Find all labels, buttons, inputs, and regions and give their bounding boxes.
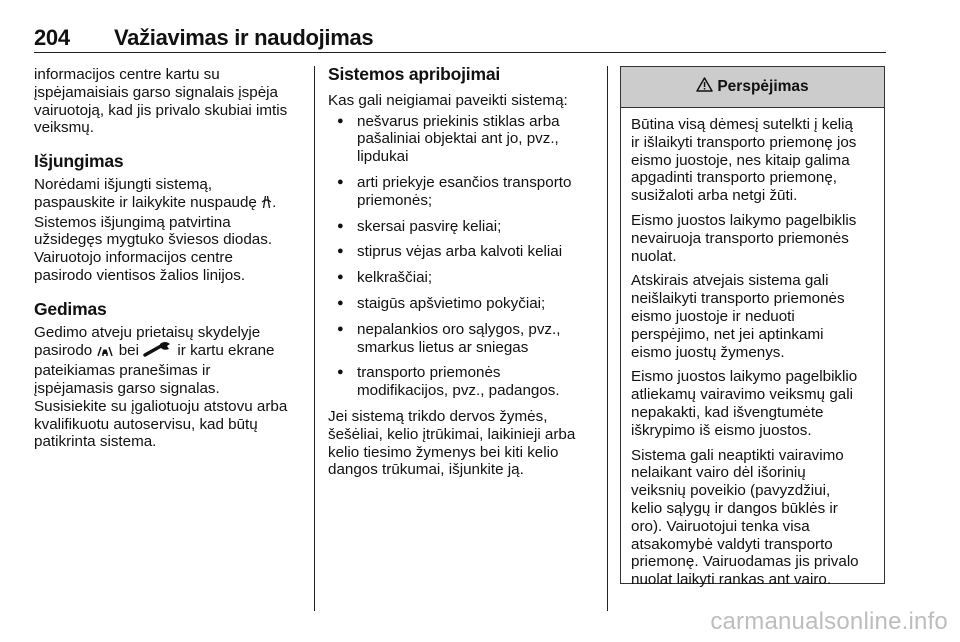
text-line: veiksmų. <box>34 119 94 137</box>
list-item <box>328 113 598 166</box>
text-line: nuolat laikyti rankas ant vairo. <box>631 571 832 589</box>
warning-triangle-icon <box>696 77 717 97</box>
text-line <box>34 194 304 214</box>
text-line: iškrypimo iš eismo juostos. <box>631 421 812 439</box>
column-divider-2 <box>607 66 608 611</box>
text-line: eismo juostų žymenys. <box>631 343 785 361</box>
text-line: nelaikant vairo dėl išorinių <box>631 464 806 482</box>
text-line: priemonę. Vairuodamas jis privalo <box>631 553 859 571</box>
text-line: Atskirais atvejais sistema gali <box>631 272 829 290</box>
warning-paragraph <box>631 212 884 265</box>
warning-title: Perspėjimas <box>717 78 809 95</box>
section-heading-off: Išjungimas <box>34 151 124 172</box>
text-line: vairuotoją, kad jis privalo skubiai imtis <box>34 101 288 119</box>
text-line: Susisiekite su įgaliotuoju atstovu arba <box>34 397 288 415</box>
text-line: ● skersai pasvirę keliai; <box>357 217 502 235</box>
text-line: ● staigūs apšvietimo pokyčiai; <box>357 294 546 312</box>
off-paragraph <box>34 176 304 285</box>
text-line: ● arti priekyje esančios transporto <box>357 173 572 191</box>
text-line: šešėliai, kelio įtrūkimai, laikinieji arba <box>328 425 576 443</box>
text-line: smarkus lietus ar sniegas <box>357 338 529 356</box>
warning-body <box>621 108 884 589</box>
text-line: Būtina visą dėmesį sutelkti į kelią <box>631 116 854 133</box>
warning-box <box>620 66 885 589</box>
text-line: apgadinti transporto priemonę, <box>631 169 838 187</box>
text-line: modifikacijos, pvz., padangos. <box>357 382 560 400</box>
page-number: 204 <box>34 25 70 50</box>
warning-header <box>621 67 884 108</box>
text-line: pateikiamas pranešimas ir <box>34 362 211 380</box>
text-line: užsidegęs mygtuko šviesos diodas. <box>34 231 273 249</box>
text-span: bei <box>114 342 144 360</box>
text-line: informacijos centre kartu su <box>34 66 220 83</box>
text-line: oro). Vairuotojui tenka visa <box>631 517 810 535</box>
text-line: pašaliniai objektai ant jo, pvz., <box>357 130 559 148</box>
text-line: pasirodo vientisos žalios linijos. <box>34 266 246 284</box>
text-line: Eismo juostos laikymo pagelbiklio <box>631 368 858 386</box>
text-line <box>34 341 304 362</box>
section-heading-fault: Gedimas <box>34 298 107 319</box>
text-line: nepakakti, kad išvengtumėte <box>631 403 824 421</box>
text-line: patikrinta sistema. <box>34 433 157 451</box>
text-line: lipdukai <box>357 148 409 166</box>
text-line: įspėjamasis garso signalas. <box>34 379 220 397</box>
text-line: ● transporto priemonės <box>357 364 501 382</box>
text-line: atsakomybė valdyti transporto <box>631 535 833 553</box>
text-line: eismo juostoje, nes kitaip galima <box>631 151 850 169</box>
watermark: carmanualsonline.info <box>710 608 948 635</box>
chapter-title: Važiavimas ir naudojimas <box>114 25 374 50</box>
warning-paragraph <box>631 116 884 205</box>
text-line: kvalifikuotu autoservisu, kad būtų <box>34 415 258 433</box>
text-line: kelio sąlygų ir dangos būklės ir <box>631 499 838 517</box>
text-line: ● kelkraščiai; <box>357 269 433 287</box>
text-line: eismo juostoje ir neduoti <box>631 307 795 325</box>
list-item <box>328 295 598 313</box>
text-line: kelio tiesimo žymenys bei kiti kelio <box>328 443 559 461</box>
text-line: Sistemos išjungimą patvirtina <box>34 213 231 231</box>
text-line: dangos trūkumai, išjunkite ją. <box>328 461 524 479</box>
limits-list <box>328 113 598 400</box>
list-item <box>328 174 598 210</box>
fault-paragraph <box>34 324 304 452</box>
text-line: Gedimo atveju prietaisų skydelyje <box>34 323 261 341</box>
text-line: ● nešvarus priekinis stiklas arba <box>357 112 560 130</box>
list-item <box>328 321 598 357</box>
text-line: ● nepalankios oro sąlygos, pvz., <box>357 320 561 338</box>
text-line: veiksnių poveikio (pavyzdžiui, <box>631 482 831 500</box>
text-line: įspėjamaisiais garso signalais įspėja <box>34 83 278 101</box>
warning-paragraph <box>631 368 884 439</box>
text-line: Jei sistemą trikdo dervos žymės, <box>328 407 548 425</box>
text-span: ir kartu ekrane <box>173 342 275 360</box>
text-line: Norėdami išjungti sistemą, <box>34 175 213 193</box>
text-line: ir išlaikyti transporto priemonę jos <box>631 133 857 151</box>
text-line: ● stiprus vėjas arba kalvoti keliai <box>357 243 563 261</box>
text-line: neišlaikyti transporto priemonės <box>631 290 845 308</box>
text-line: priemonės; <box>357 191 433 209</box>
text-span: paspauskite ir laikykite nuspaudę <box>34 193 262 211</box>
page-header <box>34 25 886 53</box>
section-heading-limits: Sistemos apribojimai <box>328 64 501 84</box>
lane-assist-car-icon <box>96 344 114 362</box>
warning-paragraph <box>631 447 884 589</box>
list-item <box>328 269 598 287</box>
closing-paragraph <box>328 408 598 479</box>
column-1 <box>34 66 304 451</box>
text-line: Eismo juostos laikymo pagelbiklis <box>631 211 857 229</box>
list-item <box>328 243 598 261</box>
text-line: susižaloti arba netgi žūti. <box>631 187 798 205</box>
text-line: Sistema gali neaptikti vairavimo <box>631 446 844 464</box>
list-item <box>328 218 598 236</box>
text-line: atliekamų vairavimo veiksmų gali <box>631 386 853 404</box>
lane-keep-button-icon <box>261 195 272 214</box>
warning-paragraph <box>631 272 884 361</box>
list-item <box>328 364 598 400</box>
text-line: nuolat. <box>631 247 677 265</box>
intro-paragraph <box>34 66 304 137</box>
wrench-service-icon <box>143 341 173 362</box>
text-line: perspėjimo, net jei aptinkami <box>631 325 824 343</box>
column-2 <box>328 66 598 479</box>
text-line: Vairuotojo informacijos centre <box>34 249 233 267</box>
text-span: pasirodo <box>34 342 97 360</box>
column-divider-1 <box>314 66 315 611</box>
text-span: . <box>272 193 277 211</box>
limits-lead: Kas gali neigiamai paveikti sistemą: <box>328 91 568 109</box>
text-line: nevairuoja transporto priemonės <box>631 229 849 247</box>
